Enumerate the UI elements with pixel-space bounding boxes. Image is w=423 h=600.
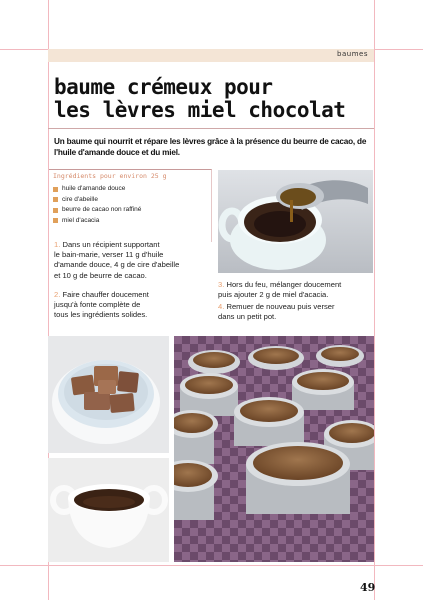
bullet-square-icon: [53, 208, 58, 213]
photo-spoon-honey-pot: [218, 170, 373, 273]
title-line-1: baume crémeux pour: [54, 75, 273, 99]
step-2: 2. Faire chauffer doucement jusqu'à fonte complète de tous les ingrédients solides.: [54, 290, 149, 320]
bullet-square-icon: [53, 187, 58, 192]
intro-paragraph: Un baume qui nourrit et répare les lèvres grâce à la présence du beurre de cacao, de l'huile d'amande douce et du miel.: [54, 137, 367, 157]
section-header-band: [48, 49, 374, 62]
photo-cocoa-butter-bowl: [48, 336, 169, 453]
margin-guide-bottom: [0, 565, 423, 566]
step-3: 3. Hors du feu, mélanger doucement puis ajouter 2 g de miel d'acacia.: [218, 280, 342, 300]
section-label: baumes: [337, 50, 368, 58]
bullet-square-icon: [53, 218, 58, 223]
ingredient-item: beurre de cacao non raffiné: [53, 205, 141, 216]
ingredients-box: [49, 169, 212, 242]
photo-small-pot-balm: [48, 458, 169, 562]
margin-guide-right: [374, 0, 375, 600]
ingredients-list: [53, 184, 141, 226]
recipe-title: [54, 76, 374, 122]
title-divider: [48, 128, 374, 129]
ingredient-item: cire d'abeille: [53, 195, 141, 206]
step-1: 1. Dans un récipient supportant le bain-marie, verser 11 g d'huile d'amande douce, 4 g de cire d'abeille et 10 g de beurre de cacao.: [54, 240, 180, 280]
ingredient-item: miel d'acacia: [53, 216, 141, 227]
title-line-2: les lèvres miel chocolat: [54, 98, 346, 122]
ingredient-item: huile d'amande douce: [53, 184, 141, 195]
ingredients-heading: Ingrédients pour environ 25 g: [53, 172, 167, 180]
photo-tins-balm: [174, 336, 374, 562]
page-number: 49: [360, 581, 376, 594]
step-4: 4. Remuer de nouveau puis verser dans un petit pot.: [218, 302, 335, 322]
bullet-square-icon: [53, 197, 58, 202]
